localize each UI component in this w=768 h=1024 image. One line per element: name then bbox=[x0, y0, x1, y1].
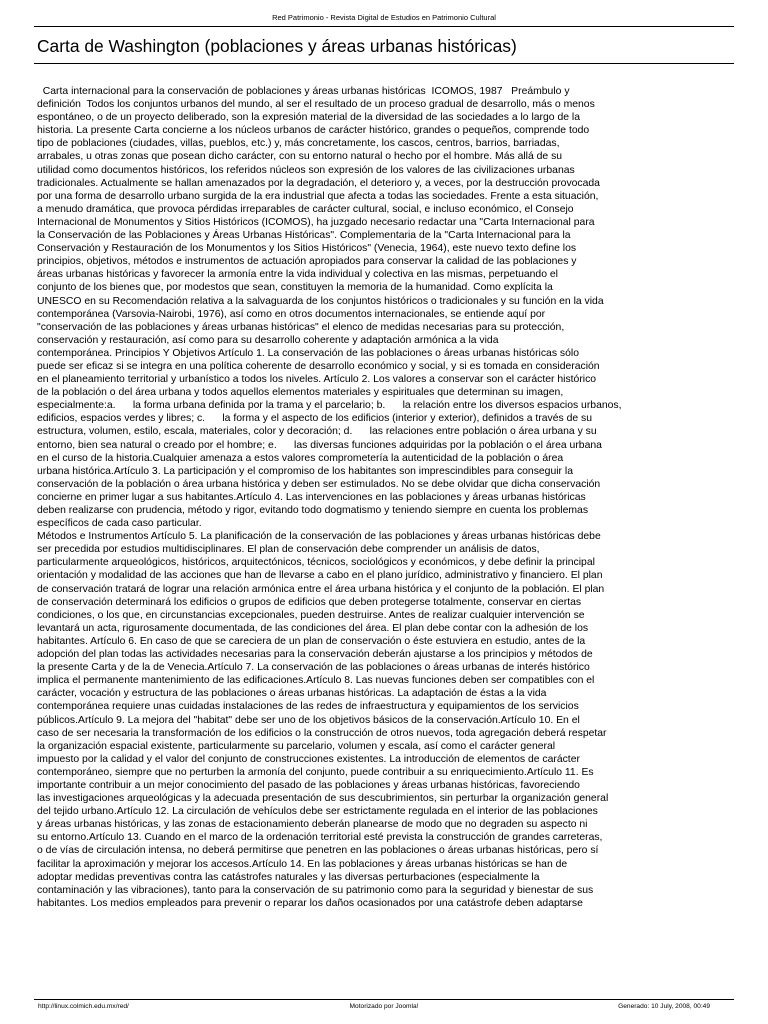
body-line: utilidad como documentos históricos, los referidos núcleos son expresión de los valores de las civilizaciones urbanas bbox=[37, 164, 575, 176]
body-line: conservación de la población o área urbana histórica y deben ser estimulados. No se debe olvidar que dicha conservación bbox=[37, 478, 601, 490]
body-line: impuesto por la calidad y el valor del conjunto de construcciones existentes. La introducción de elementos de carácter bbox=[37, 753, 580, 765]
document-title: Carta de Washington (poblaciones y áreas urbanas históricas) bbox=[37, 36, 517, 56]
body-line: "conservación de las poblaciones y áreas urbanas históricas" el elenco de medidas necesarias para su protección, bbox=[37, 321, 565, 333]
body-line: Métodos e Instrumentos Artículo 5. La planificación de la conservación de las poblaciones y áreas urbanas históricas debe bbox=[37, 531, 601, 543]
body-line: de conservación tratará de lograr una relación armónica entre el área urbana histórica y el conjunto de la población. El plan bbox=[37, 583, 605, 595]
body-line: puede ser eficaz si se integra en una política coherente de desarrollo económico y social, y si es tomada en consideración bbox=[37, 360, 600, 372]
body-line: tradicionales. Actualmente se hallan amenazados por la degradación, el deterioro y, a veces, por la destrucción provocada bbox=[37, 177, 600, 189]
body-line: contemporáneo, siempre que no perturben la armonía del conjunto, puede contribuir a su enriquecimiento.Artículo 11. Es bbox=[37, 766, 594, 778]
body-line: conjunto de los bienes que, por modestos que sean, constituyen la memoria de la humanidad. Como explícita la bbox=[37, 282, 553, 294]
body-line: de conservación determinará los edificios o grupos de edificios que deben protegerse totalmente, conservar en ciertas bbox=[37, 596, 582, 608]
body-line: facilitar la aproximación y mejorar los accesos.Artículo 14. En las poblaciones y áreas urbanas históricas se han de bbox=[37, 858, 568, 870]
body-line: edificios, espacios verdes y libres; c. la forma y el aspecto de los edificios (interior y exterior), definidos a través de su bbox=[37, 413, 592, 425]
body-line: ser precedida por estudios multidisciplinares. El plan de conservación debe comprender un análisis de datos, bbox=[37, 544, 540, 556]
body-line: espontáneo, o de un proyecto deliberado, son la expresión material de la diversidad de las sociedades a lo largo de la bbox=[37, 112, 580, 124]
body-line: la presente Carta y de la de Venecia.Artículo 7. La conservación de las poblaciones o áreas urbanas de interés histórico bbox=[37, 662, 590, 674]
body-line: a menudo dramática, que provoca pérdidas irreparables de carácter cultural, social, e incluso económico, el Consejo bbox=[37, 203, 574, 215]
body-line: Internacional de Monumentos y Sitios Históricos (ICOMOS), ha juzgado necesario redactar una "Carta Internacional para bbox=[37, 216, 595, 228]
body-line: contemporánea (Varsovia-Nairobi, 1976), así como en otros documentos internacionales, se entiende aquí por bbox=[37, 308, 546, 320]
body-line: contemporánea requiere unas cuidadas instalaciones de las redes de infraestructura y equipamientos de los servicios bbox=[37, 701, 579, 713]
header-divider bbox=[34, 26, 734, 27]
body-line: en el planeamiento territorial y urbanístico a todos los niveles. Artículo 2. Los valores a conservar son el carácter histórico bbox=[37, 374, 597, 386]
running-header: Red Patrimonio - Revista Digital de Estudios en Patrimonio Cultural bbox=[272, 13, 496, 22]
body-line: Conservación y Restauración de los Monumentos y los Sitios Históricos" (Venecia, 1964), este nuevo texto define los bbox=[37, 243, 577, 255]
body-line: las investigaciones arqueológicas y la adecuada presentación de sus descubrimientos, sin perturbar la organización general bbox=[37, 793, 609, 805]
body-line: UNESCO en su Recomendación relativa a la salvaguarda de los conjuntos históricos o tradicionales y su función en la vida bbox=[37, 295, 604, 307]
body-line: del tejido urbano.Artículo 12. La circulación de vehículos debe ser estrictamente regulada en el interior de las poblaciones bbox=[37, 806, 598, 818]
body-line: adoptar medidas preventivas contra las catástrofes naturales y las diversas perturbaciones (especialmente la bbox=[37, 871, 540, 883]
body-line: habitantes. Artículo 6. En caso de que se careciera de un plan de conservación o éste estuviera en estudio, antes de la bbox=[37, 635, 586, 647]
body-line: particularmente arqueológicos, históricos, arquitectónicos, técnicos, sociológicos y económicos, y debe definir la principal bbox=[37, 557, 595, 569]
body-line: de la población o del área urbana y todos aquellos elementos materiales y espirituales que determinan su imagen, bbox=[37, 387, 564, 399]
body-line: áreas urbanas históricas y favorecer la armonía entre la vida individual y colectiva en las mismas, perpetuando el bbox=[37, 269, 558, 281]
body-line: arrabales, u otras zonas que posean dicho carácter, con su entorno natural o hecho por el hombre. Más allá de su bbox=[37, 151, 563, 163]
body-line: carácter, vocación y estructura de las poblaciones o áreas urbanas históricas. La adaptación de éstas a la vida bbox=[37, 688, 547, 700]
body-line: principios, objetivos, métodos e instrumentos de actuación apropiados para conservar la calidad de las poblaciones y bbox=[37, 256, 577, 268]
body-line: la organización espacial existente, particularmente su parcelario, volumen y escala, así como el carácter general bbox=[37, 740, 556, 752]
document-body bbox=[37, 85, 753, 910]
body-line: su entorno.Artículo 13. Cuando en el marco de la ordenación territorial esté prevista la construcción de grandes carreteras, bbox=[37, 832, 603, 844]
body-line: y áreas urbanas históricas, y las zonas de estacionamiento deberán planearse de modo que no degraden su aspecto ni bbox=[37, 819, 588, 831]
body-line: importante contribuir a un mejor conocimiento del pasado de las poblaciones y áreas urbanas históricas, favoreciendo bbox=[37, 779, 580, 791]
title-divider bbox=[34, 63, 734, 64]
body-line: definición Todos los conjuntos urbanos del mundo, al ser el resultado de un proceso gradual de desarrollo, más o menos bbox=[37, 99, 595, 111]
body-line: estructura, volumen, estilo, escala, materiales, color y decoración; d. las relaciones entre población o área urbana y su bbox=[37, 426, 597, 438]
footer-generated-date: Generado: 10 July, 2008, 00:49 bbox=[618, 1003, 710, 1010]
body-line: deben realizarse con prudencia, método y rigor, evitando todo dogmatismo y teniendo siempre en cuenta los problemas bbox=[37, 505, 589, 516]
body-line: conservación y restauración, así como para su desarrollo coherente y adaptación armónica a la vida bbox=[37, 334, 499, 346]
body-line: por una forma de desarrollo urbano surgida de la era industrial que afecta a todas las sociedades. Frente a esta situación, bbox=[37, 190, 599, 202]
body-line: públicos.Artículo 9. La mejora del "habitat" debe ser uno de los objetivos básicos de la conservación.Artículo 10. En el bbox=[37, 714, 580, 726]
page-footer bbox=[34, 1002, 734, 1012]
body-line: Carta internacional para la conservación de poblaciones y áreas urbanas históricas ICOMOS, 1987 Preámbulo y bbox=[37, 86, 570, 97]
body-line: entorno, bien sea natural o creado por el hombre; e. las diversas funciones adquiridas por la población o el área urbana bbox=[37, 439, 602, 451]
body-line: implica el permanente mantenimiento de las edificaciones.Artículo 8. Las nuevas funciones deben ser compatibles con el bbox=[37, 675, 595, 687]
body-line: tipo de poblaciones (ciudades, villas, pueblos, etc.) y, más concretamente, los cascos, centros, barrios, barriadas, bbox=[37, 138, 560, 150]
body-line: concierne en primer lugar a sus habitantes.Artículo 4. Las intervenciones en las poblaciones y áreas urbanas históricas bbox=[37, 491, 586, 503]
body-line: contemporánea. Principios Y Objetivos Artículo 1. La conservación de las poblaciones o áreas urbanas históricas sólo bbox=[37, 347, 579, 359]
footer-powered-by: Motorizado por Joomla! bbox=[349, 1003, 419, 1010]
body-line: orientación y modalidad de las acciones que han de llevarse a cabo en el plano jurídico, administrativo y financiero. El plan bbox=[37, 570, 603, 582]
body-line: urbana histórica.Artículo 3. La participación y el compromiso de los habitantes son imprescindibles para conseguir la bbox=[37, 465, 573, 477]
body-line: específicos de cada caso particular. bbox=[37, 518, 202, 530]
body-line: en el curso de la historia.Cualquier amenaza a estos valores comprometería la autenticidad de la población o área bbox=[37, 452, 564, 464]
body-line: o de vías de circulación intensa, no deberá permitirse que penetren en las poblaciones o áreas urbanas históricas, pero sí bbox=[37, 845, 599, 857]
body-line: contaminación y las vibraciones), tanto para la conservación de su patrimonio como para la seguridad y bienestar de sus bbox=[37, 884, 594, 896]
body-line: habitantes. Los medios empleados para prevenir o reparar los daños ocasionados por una catástrofe deben adaptarse bbox=[37, 897, 583, 909]
body-line: la Conservación de las Poblaciones y Áreas Urbanas Históricas". Complementaria de la "Carta Internacional para la bbox=[37, 230, 571, 242]
body-line: caso de ser necesaria la transformación de los edificios o la construcción de otros nuevos, toda agregación deberá respetar bbox=[37, 727, 607, 739]
body-line: adopción del plan todas las actividades necesarias para la conservación deberán ajustarse a los principios y métodos de bbox=[37, 649, 593, 661]
body-line: especialmente:a. la forma urbana definida por la trama y el parcelario; b. la relación entre los diversos espacios urbanos, bbox=[37, 400, 622, 412]
footer-url: http://linux.colmich.edu.mx/red/ bbox=[38, 1003, 129, 1010]
footer-divider bbox=[34, 999, 734, 1000]
body-line: historia. La presente Carta concierne a los núcleos urbanos de carácter histórico, grandes o pequeños, comprende todo bbox=[37, 125, 590, 137]
body-line: condiciones, o los que, en circunstancias excepcionales, pueden destruirse. Antes de realizar cualquier intervención se bbox=[37, 609, 585, 621]
body-line: levantará un acta, rigurosamente documentada, de las condiciones del área. El plan debe contar con la adhesión de los bbox=[37, 622, 589, 634]
